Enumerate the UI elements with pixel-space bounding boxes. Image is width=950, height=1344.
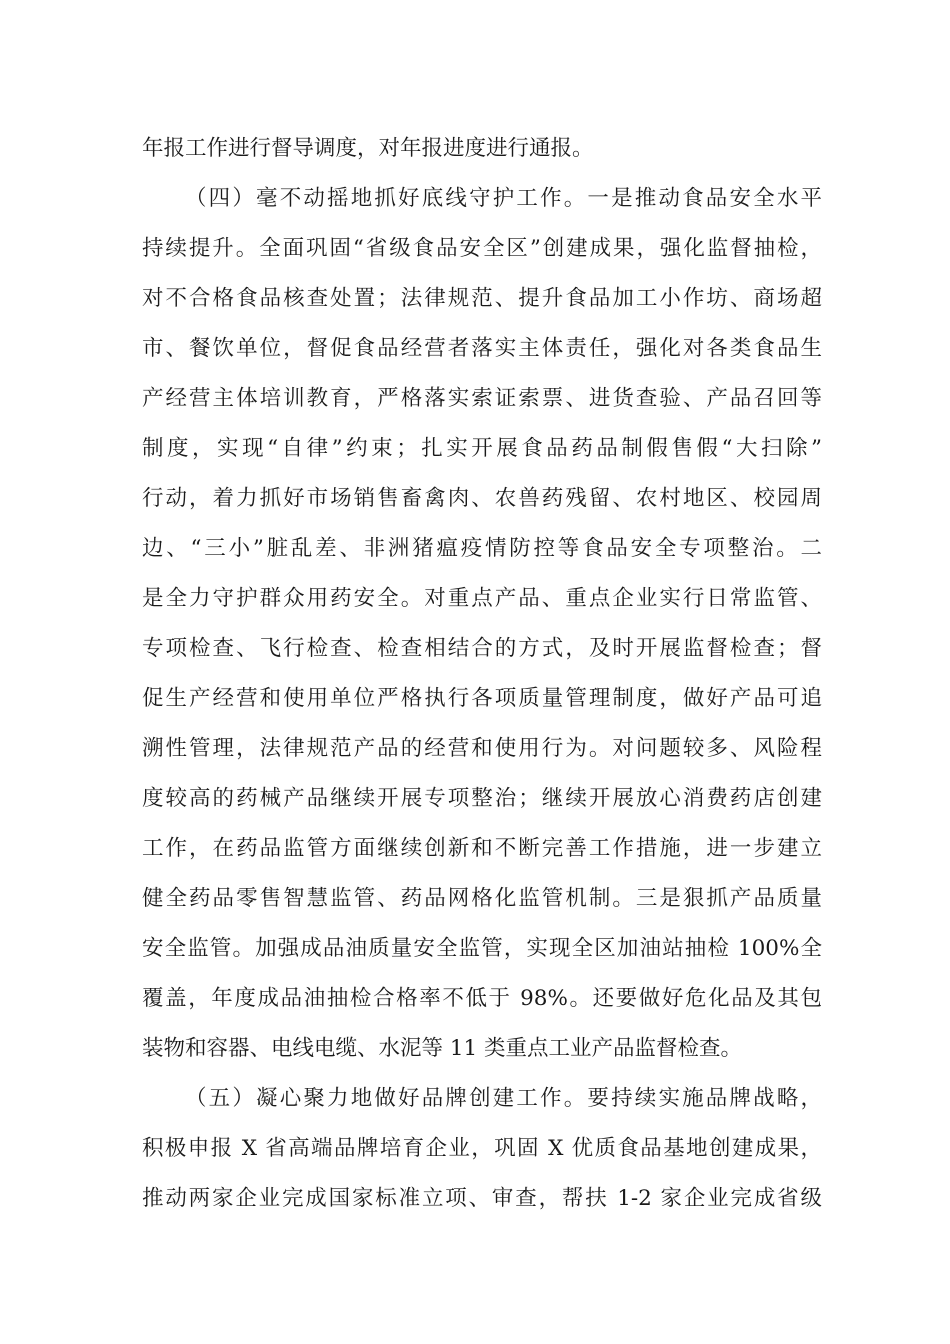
text-line: 市、餐饮单位，督促食品经营者落实主体责任，强化对各类食品生 <box>142 336 822 361</box>
text-line: 积极申报 X 省高端品牌培育企业，巩固 X 优质食品基地创建成果， <box>142 1136 822 1161</box>
text-line: 制度，实现“自律”约束；扎实开展食品药品制假售假“大扫除” <box>142 436 822 461</box>
text-line: 工作，在药品监管方面继续创新和不断完善工作措施，进一步建立 <box>142 836 822 861</box>
text-line: 推动两家企业完成国家标准立项、审查，帮扶 1-2 家企业完成省级 <box>142 1186 822 1211</box>
section-heading-line: （四）毫不动摇地抓好底线守护工作。一是推动食品安全水平 <box>185 186 822 211</box>
text-line: 覆盖，年度成品油抽检合格率不低于 98%。还要做好危化品及其包 <box>142 986 822 1011</box>
text-line: 行动，着力抓好市场销售畜禽肉、农兽药残留、农村地区、校园周 <box>142 486 822 511</box>
body-text <box>142 124 822 1224</box>
text-line: 年报工作进行督导调度，对年报进度进行通报。 <box>142 136 594 161</box>
text-line: 是全力守护群众用药安全。对重点产品、重点企业实行日常监管、 <box>142 586 822 611</box>
text-line: 持续提升。全面巩固“省级食品安全区”创建成果，强化监督抽检， <box>142 236 822 261</box>
text-line: 产经营主体培训教育，严格落实索证索票、进货查验、产品召回等 <box>142 386 822 411</box>
text-line: 促生产经营和使用单位严格执行各项质量管理制度，做好产品可追 <box>142 686 822 711</box>
text-line: 对不合格食品核查处置；法律规范、提升食品加工小作坊、商场超 <box>142 286 822 311</box>
text-line: 专项检查、飞行检查、检查相结合的方式，及时开展监督检查；督 <box>142 636 822 661</box>
text-line: 溯性管理，法律规范产品的经营和使用行为。对问题较多、风险程 <box>142 736 822 761</box>
text-line: 安全监管。加强成品油质量安全监管，实现全区加油站抽检 100%全 <box>142 936 822 961</box>
text-line: 边、“三小”脏乱差、非洲猪瘟疫情防控等食品安全专项整治。二 <box>142 536 822 561</box>
text-line: 装物和容器、电线电缆、水泥等 11 类重点工业产品监督检查。 <box>142 1036 743 1061</box>
text-line: 健全药品零售智慧监管、药品网格化监管机制。三是狠抓产品质量 <box>142 886 822 911</box>
text-line: 度较高的药械产品继续开展专项整治；继续开展放心消费药店创建 <box>142 786 822 811</box>
section-heading-line: （五）凝心聚力地做好品牌创建工作。要持续实施品牌战略， <box>185 1086 822 1111</box>
